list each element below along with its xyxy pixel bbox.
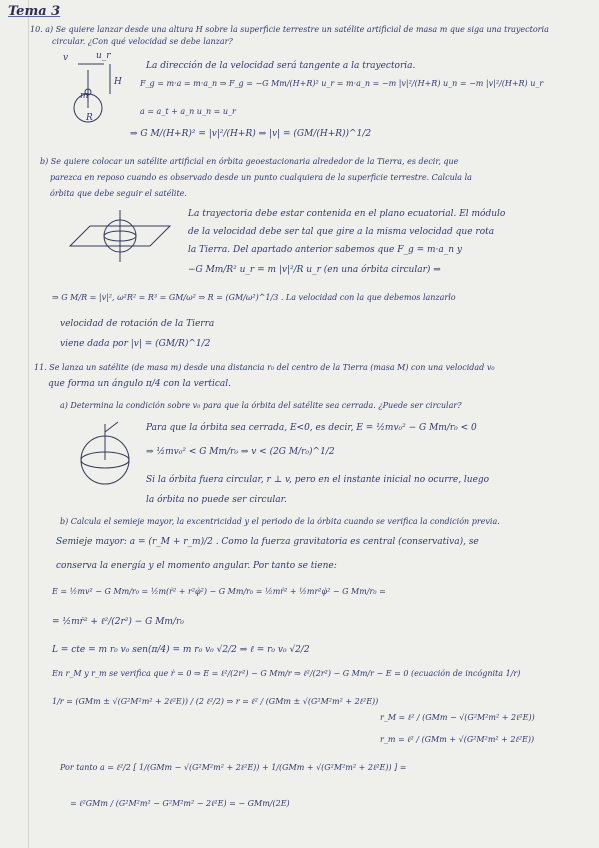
- problem-10b-eq-1: ⇒ G M/R = |v|², ω²R² = R³ = GM/ω² ⇒ R = (GM/ω²)^1/3 . La velocidad con la que debemos lanzarlo: [52, 293, 456, 302]
- equatorial-plane-figure: [60, 206, 180, 266]
- problem-11a-text-3: Si la órbita fuera circular, r ⊥ v, pero en el instante inicial no ocurre, luego: [146, 475, 490, 485]
- problem-10b-text-3: la Tierra. Del apartado anterior sabemos que F_g = m·a_n y: [188, 245, 462, 255]
- label-v: v: [63, 53, 69, 63]
- problem-11b-eq-5: 1/r = (GMm ± √(G²M²m² + 2ℓ²E)) / (2 ℓ²/2) ⇒ r = ℓ² / (GMm ± √(G²M²m² + 2ℓ²E)): [52, 697, 379, 706]
- problem-11a-text-2: ⇒ ½mv₀² < G Mm/r₀ ⇒ v < (2G M/r₀)^1/2: [146, 447, 335, 457]
- problem-10a-eq-3: ⇒ G M/(H+R)² = |v|²/(H+R) ⇒ |v| = (GM/(H+R))^1/2: [130, 129, 372, 139]
- launch-angle-figure: [70, 420, 140, 490]
- problem-10b-text-5: velocidad de rotación de la Tierra: [60, 319, 215, 329]
- satellite-height-figure: [60, 52, 140, 124]
- problem-11-statement-1: 11. Se lanza un satélite (de masa m) desde una distancia r₀ del centro de la Tierra (masa M) con una velocidad v₀: [34, 363, 495, 372]
- problem-10b-text-4: −G Mm/R² u_r = m |v|²/R u_r (en una órbita circular) ⇒: [188, 265, 441, 275]
- problem-10a-statement-1: 10. a) Se quiere lanzar desde una altura H sobre la superficie terrestre un satélite artificial de masa m que siga una trayectoria: [30, 25, 549, 34]
- problem-11-statement-2: que forma un ángulo π/4 con la vertical.: [48, 379, 231, 389]
- problem-11b-rM: r_M = ℓ² / (GMm − √(G²M²m² + 2ℓ²E)): [380, 713, 535, 722]
- problem-10b-statement-3: órbita que debe seguir el satélite.: [50, 189, 187, 198]
- problem-10a-text-1: La dirección de la velocidad será tangente a la trayectoria.: [146, 61, 416, 71]
- problem-10a-eq-2: a = a_t + a_n u_n = u_r: [140, 107, 236, 116]
- problem-11a-text-4: la órbita no puede ser circular.: [146, 495, 287, 505]
- problem-10b-text-1: La trayectoria debe estar contenida en el plano ecuatorial. El módulo: [188, 209, 506, 219]
- problem-10b-text-6: viene dada por |v| = (GM/R)^1/2: [60, 339, 211, 349]
- problem-11b-eq-2: = ½mṙ² + ℓ²/(2r²) − G Mm/r₀: [52, 617, 184, 627]
- margin-line: [28, 0, 29, 848]
- problem-10b-text-2: de la velocidad debe ser tal que gire a la misma velocidad que rota: [188, 227, 495, 237]
- problem-10a-statement-2: circular. ¿Con qué velocidad se debe lanzar?: [52, 37, 233, 46]
- problem-11b-eq-7: = ℓ²GMm / (G²M²m² − G²M²m² − 2ℓ²E) = − GMm/(2E): [70, 799, 290, 808]
- label-m: m: [80, 91, 89, 101]
- problem-11b-eq-1: E = ½mv² − G Mm/r₀ = ½m(ṙ² + r²φ̇²) − G Mm/r₀ = ½mṙ² + ½mr²φ̇² − G Mm/r₀ =: [52, 587, 386, 596]
- problem-10b-statement-2: parezca en reposo cuando es observado desde un punto cualquiera de la superficie terrestre. Calcula la: [50, 173, 472, 182]
- problem-11a-statement: a) Determina la condición sobre v₀ para que la órbita del satélite sea cerrada. ¿Puede ser circular?: [60, 401, 462, 410]
- problem-11b-eq-4: En r_M y r_m se verifica que ṙ = 0 ⇒ E = ℓ²/(2r²) − G Mm/r ⇒ ℓ²/(2r²) − G Mm/r − E = 0 (ecuación de incógnita 1/r): [52, 669, 521, 678]
- label-H: H: [114, 77, 122, 87]
- label-ur: u_r: [96, 51, 111, 61]
- problem-11b-eq-3: L = cte = m r₀ v₀ sen(π/4) = m r₀ v₀ √2/2 ⇒ ℓ = r₀ v₀ √2/2: [52, 645, 310, 655]
- problem-11b-statement: b) Calcula el semieje mayor, la excentricidad y el periodo de la órbita cuando se verifica la condición previa.: [60, 517, 500, 526]
- problem-11b-rm: r_m = ℓ² / (GMm + √(G²M²m² + 2ℓ²E)): [380, 735, 535, 744]
- problem-11b-text-1: Semieje mayor: a = (r_M + r_m)/2 . Como la fuerza gravitatoria es central (conservativa), se: [56, 537, 479, 547]
- problem-11b-text-2: conserva la energía y el momento angular. Por tanto se tiene:: [56, 561, 337, 571]
- problem-10a-eq-1: F_g = m·a = m·a_n ⇒ F_g = −G Mm/(H+R)² u_r = m·a_n = −m |v|²/(H+R) u_n = −m |v|²/(H+R) u_r: [140, 79, 544, 88]
- problem-11b-eq-6: Por tanto a = ℓ²/2 [ 1/(GMm − √(G²M²m² + 2ℓ²E)) + 1/(GMm + √(G²M²m² + 2ℓ²E)) ] =: [60, 763, 407, 772]
- problem-11a-text-1: Para que la órbita sea cerrada, E<0, es decir, E = ½mv₀² − G Mm/r₀ < 0: [146, 423, 477, 433]
- page-title: Tema 3: [8, 4, 61, 19]
- label-R: R: [86, 113, 93, 123]
- problem-10b-statement-1: b) Se quiere colocar un satélite artificial en órbita geoestacionaria alrededor de la Tierra, es decir, que: [40, 157, 459, 166]
